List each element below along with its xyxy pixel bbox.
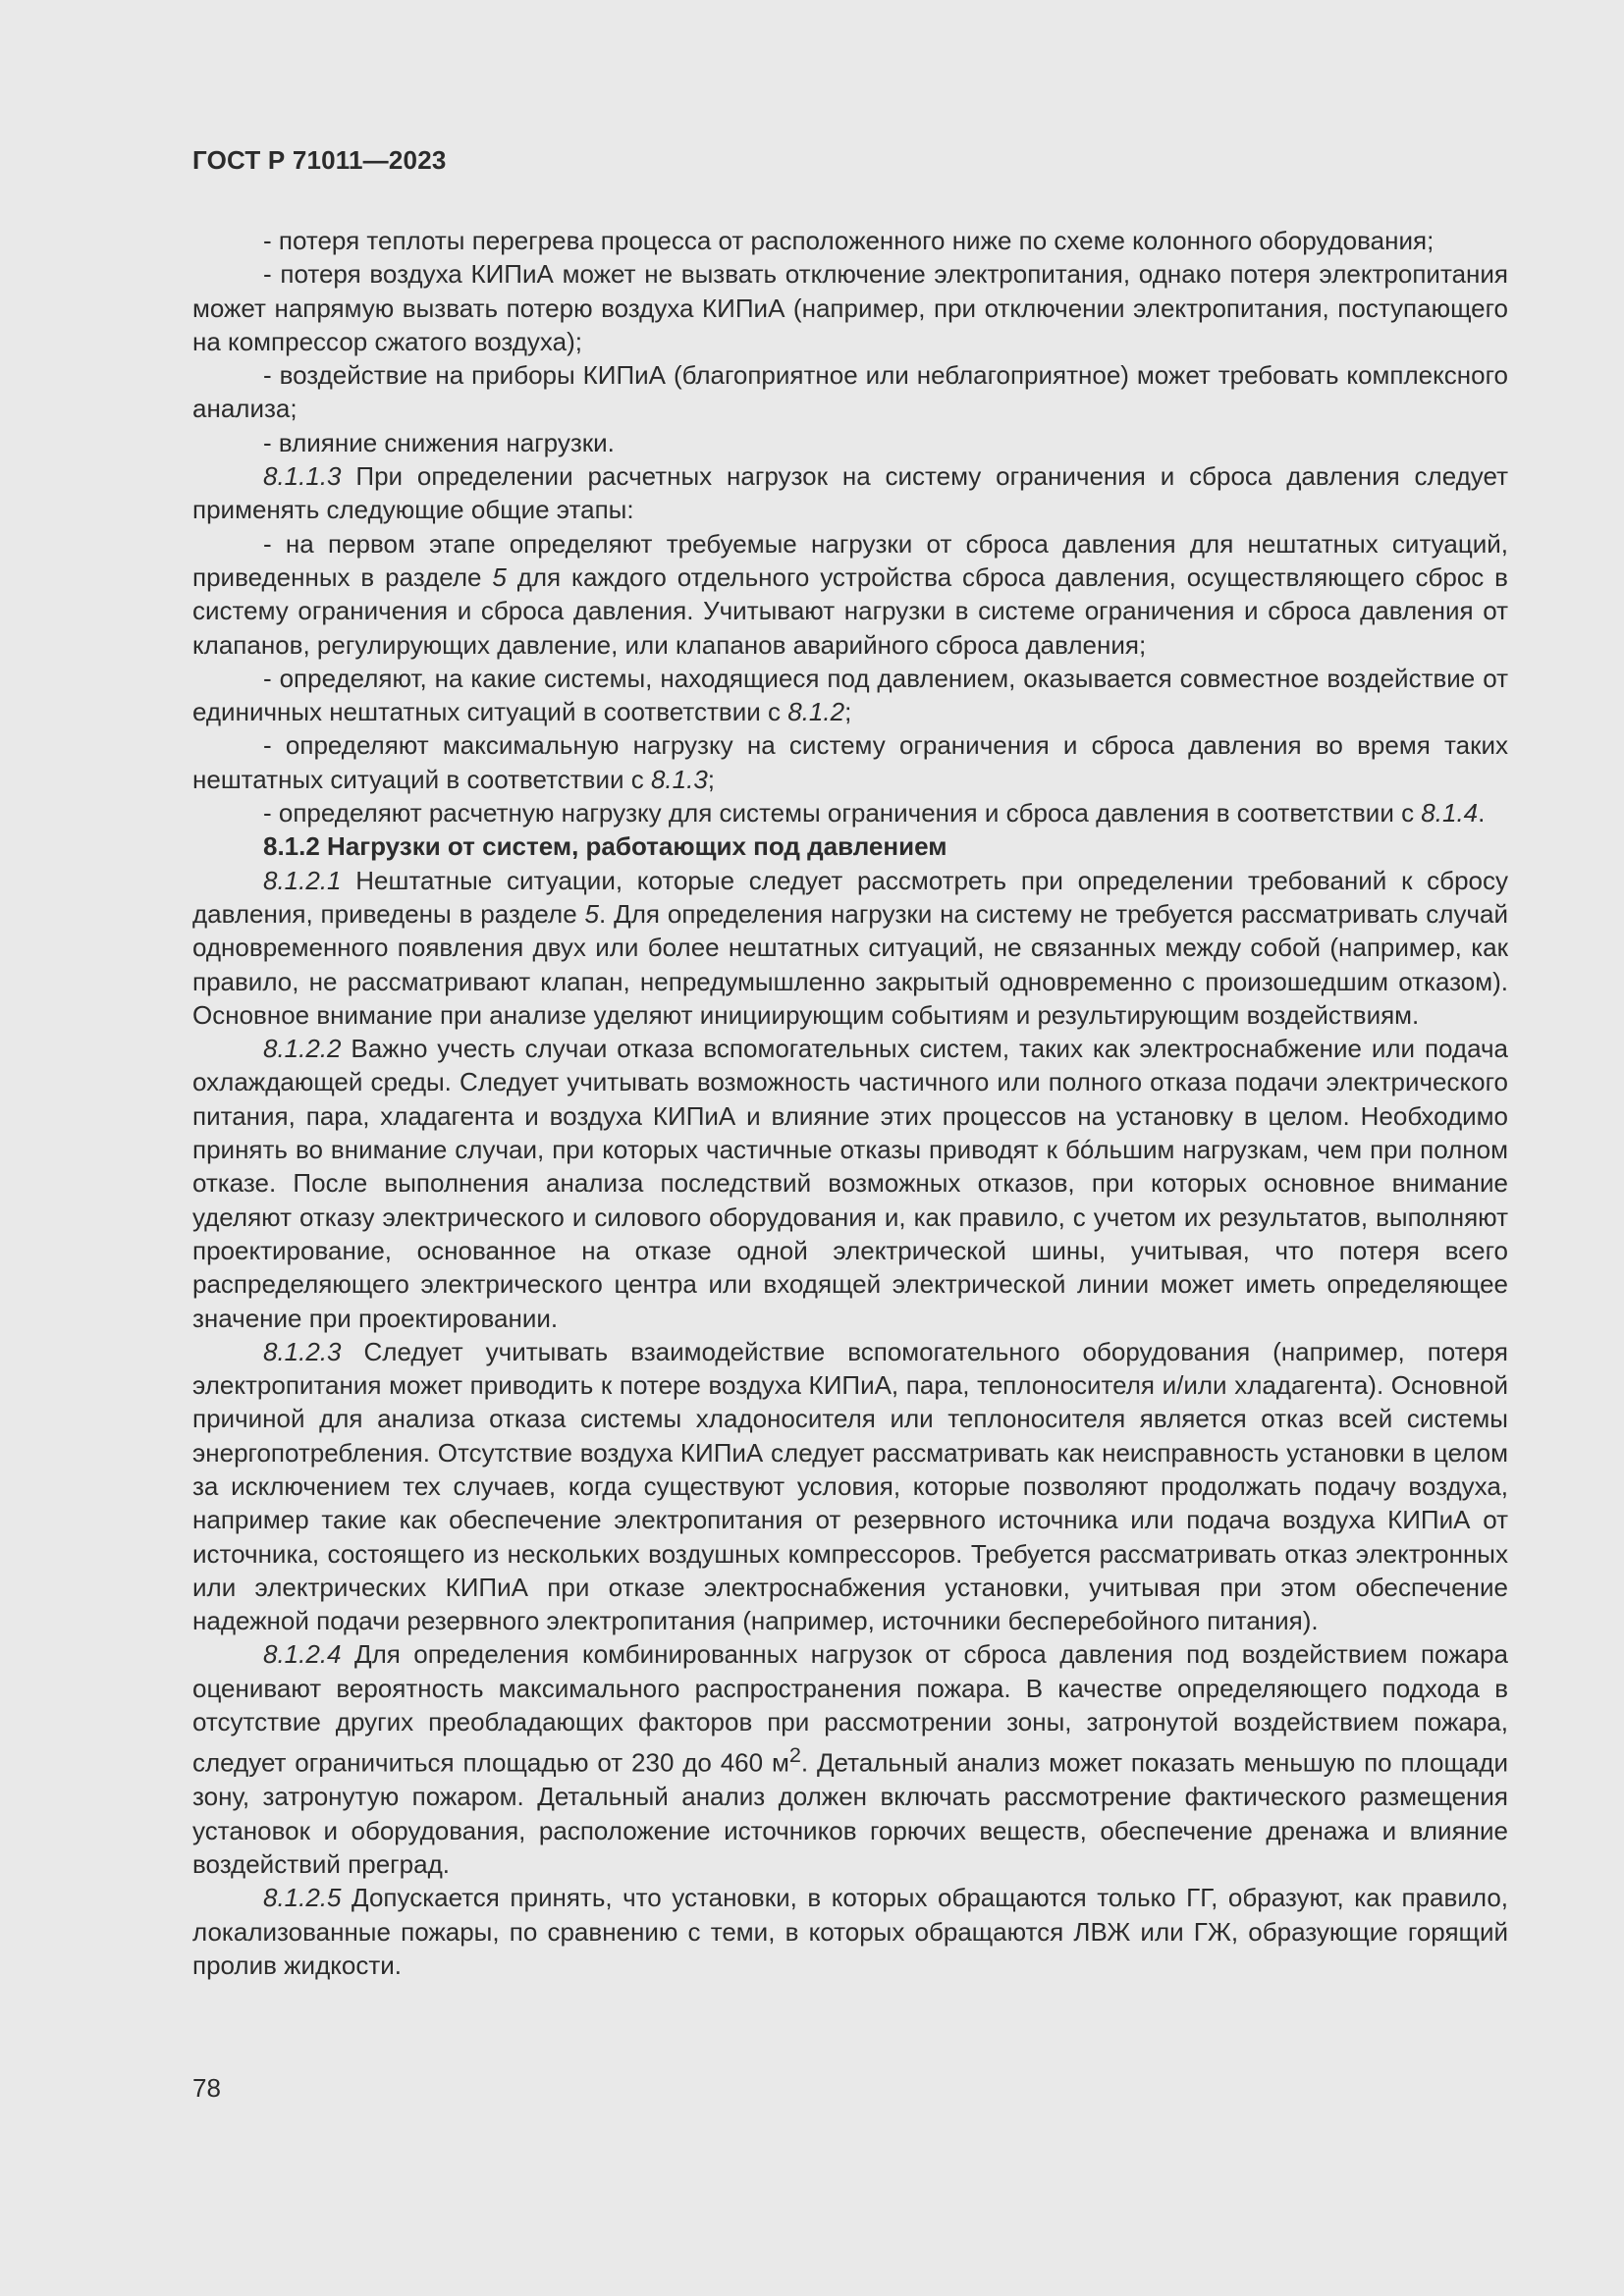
clause-number: 8.1.2.3 bbox=[263, 1336, 342, 1366]
section-reference: 5 bbox=[492, 561, 507, 592]
section-reference: 8.1.3 bbox=[650, 764, 708, 794]
list-item: - потеря воздуха КИПиА может не вызвать отключение электропитания, однако потеря электропитания может напрямую вызвать потерю воздуха КИПиА (например, при отключении электропитания, поступающего на компрессор сжатого воздуха); bbox=[192, 259, 1508, 356]
section-reference: 8.1.4 bbox=[1421, 798, 1479, 828]
clause-number: 8.1.2.4 bbox=[263, 1639, 342, 1670]
document-body bbox=[192, 224, 1508, 1982]
list-item: - потеря теплоты перегрева процесса от расположенного ниже по схеме колонного оборудования; bbox=[263, 226, 1435, 255]
list-item: - определяют, на какие системы, находящиеся под давлением, оказывается совместное воздействие от единичных нештатных ситуаций в соответствии с 8.1.2; bbox=[192, 663, 1508, 727]
clause-8-1-2-2: 8.1.2.2 Важно учесть случаи отказа вспомогательных систем, таких как электроснабжение или подача охлаждающей среды. Следует учитывать возможность частичного или полного отказа подачи электрического питания, пара, хладагента и воздуха КИПиА и влияние этих процессов на установку в целом. Необходимо принять во внимание случаи, при которых частичные отказы приводят к бóльшим нагрузкам, чем при полном отказе. После выполнения анализа последствий возможных отказов, при которых основное внимание уделяют отказу электрического и силового оборудования и, как правило, с учетом их результатов, выполняют проектирование, основанное на отказе одной электрической шины, учитывая, что потеря всего распределяющего электрического центра или входящей электрической линии может иметь определяющее значение при проектировании. bbox=[192, 1034, 1508, 1333]
clause-8-1-2-1: 8.1.2.1 Нештатные ситуации, которые следует рассмотреть при определении требований к сбросу давления, приведены в разделе 5. Для определения нагрузки на систему не требуется рассматривать случай одновременного появления двух или более нештатных ситуаций, не связанных между собой (например, как правило, не рассматривают клапан, непредумышленно закрытый одновременно с произошедшим отказом). Основное внимание при анализе уделяют инициирующим событиям и результирующим воздействиям. bbox=[192, 865, 1508, 1030]
superscript: 2 bbox=[788, 1742, 801, 1768]
list-item: - на первом этапе определяют требуемые нагрузки от сброса давления для нештатных ситуаций, приведенных в разделе 5 для каждого отдельного устройства сброса давления, осуществляющего сброс в систему ограничения и сброса давления. Учитывают нагрузки в системе ограничения и сброса давления от клапанов, регулирующих давление, или клапанов аварийного сброса давления; bbox=[192, 528, 1508, 660]
list-item: - влияние снижения нагрузки. bbox=[263, 427, 615, 457]
clause-8-1-2-4: 8.1.2.4 Для определения комбинированных нагрузок от сброса давления под воздействием пожара оценивают вероятность максимального распространения пожара. В качестве определяющего подхода в отсутствие других преобладающих факторов при рассмотрении зоны, затронутой воздействием пожара, следует ограничиться площадью от 230 до 460 $м^2$. Детальный анализ может показать меньшую по площади зону, затронутую пожаром. Детальный анализ должен включать рассмотрение фактического размещения установок и оборудования, расположение источников горючих веществ, обеспечение дренажа и влияние воздействий преград. bbox=[192, 1639, 1508, 1879]
clause-8-1-1-3: 8.1.1.3 При определении расчетных нагрузок на систему ограничения и сброса давления следует применять следующие общие этапы: bbox=[192, 461, 1508, 525]
clause-number: 8.1.1.3 bbox=[263, 461, 342, 492]
clause-8-1-2-3: 8.1.2.3 Следует учитывать взаимодействие вспомогательного оборудования (например, потеря электропитания может приводить к потере воздуха КИПиА, пара, теплоносителя и/или хладагента). Основной причиной для анализа отказа системы хладоносителя или теплоносителя является отказ всей системы энергопотребления. Отсутствие воздуха КИПиА следует рассматривать как неисправность установки в целом за исключением тех случаев, когда существуют условия, которые позволяют продолжать подачу воздуха, например такие как обеспечение электропитания от резервного источника или подача воздуха КИПиА от источника, состоящего из нескольких воздушных компрессоров. Требуется рассматривать отказ электронных или электрических КИПиА при отказе электроснабжения установки, учитывая при этом обеспечение надежной подачи резервного электропитания (например, источники бесперебойного питания). bbox=[192, 1336, 1508, 1636]
page-number: 78 bbox=[192, 2073, 221, 2103]
list-item: - определяют расчетную нагрузку для системы ограничения и сброса давления в соответствии с 8.1.4. bbox=[263, 798, 1486, 828]
document-header: ГОСТ Р 71011—2023 bbox=[192, 145, 447, 175]
list-item: - определяют максимальную нагрузку на систему ограничения и сброса давления во время таких нештатных ситуаций в соответствии с 8.1.3; bbox=[192, 730, 1508, 794]
clause-number: 8.1.2.1 bbox=[263, 865, 342, 895]
clause-8-1-2-5: 8.1.2.5 Допускается принять, что установки, в которых обращаются только ГГ, образуют, как правило, локализованные пожары, по сравнению с теми, в которых обращаются ЛВЖ или ГЖ, образующие горящий пролив жидкости. bbox=[192, 1883, 1508, 1980]
list-item: - воздействие на приборы КИПиА (благоприятное или неблагоприятное) может требовать комплексного анализа; bbox=[192, 360, 1508, 424]
section-reference: 5 bbox=[584, 898, 600, 929]
section-reference: 8.1.2 bbox=[787, 697, 845, 727]
section-heading: 8.1.2 Нагрузки от систем, работающих под давлением bbox=[263, 831, 947, 862]
clause-number: 8.1.2.2 bbox=[263, 1034, 342, 1064]
clause-number: 8.1.2.5 bbox=[263, 1883, 342, 1913]
